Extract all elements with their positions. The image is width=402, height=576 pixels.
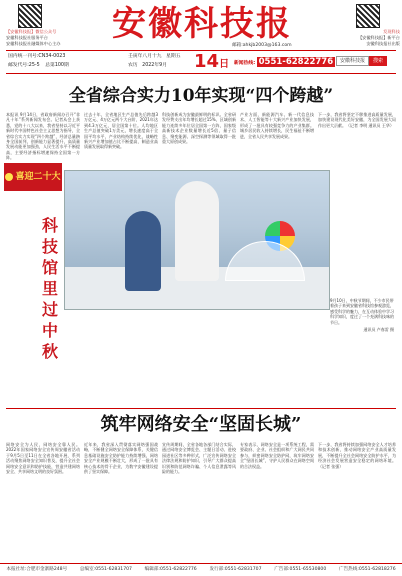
date-day-number: 14 <box>194 51 220 72</box>
postal-code-value: 邮发代号:25-5 <box>8 63 40 68</box>
qr-code-left <box>18 4 42 28</box>
photo-credit: 通讯员 卢春雷 摄 <box>363 327 394 333</box>
hotline-number: 0551-62822776 <box>258 57 334 67</box>
footer-editorial: 编辑部:0551-62822776 <box>144 567 197 572</box>
child-figure <box>125 211 161 291</box>
footer-office: 总编室:0551-62831707 <box>79 567 132 572</box>
sec2-text-2: 近年来，我省深入贯彻落实网络强国战略，不断健全网络安全保障体系，关键信息基础设施安全防护能力持续增强，网络安全产业规模不断壮大，形成了一批具有核心技术的骨干企业，为数字安徽建设提供了坚实保障。 <box>84 442 158 475</box>
info-bar <box>6 50 396 74</box>
masthead <box>0 0 402 48</box>
footer-ads: 广告部:0551-65530800 <box>274 567 327 572</box>
left-caption-1: 安徽科技报社服务平台 <box>6 35 48 40</box>
lead-column-1 <box>6 112 80 160</box>
issn: 国内统一刊号:CN34-0023 <box>8 54 66 59</box>
sec2-text-4: 专家表示，网络安全是一项系统工程，需要政府、企业、社会组织和广大网民共同参与，织密网络安全防护网，筑牢网络安全“坚固长城”，守护人民群众在网络空间的合法权益。 <box>240 442 314 469</box>
section2-headline: 筑牢网络安全“坚固长城” <box>100 414 302 435</box>
sec2-text-5: 下一步，我省将持续加强网络安全人才培养和技术创新，推动网络安全产业高质量发展，不断提升全社会网络安全防护水平，为经济社会发展营造安全稳定的网络环境。（记者 张强） <box>318 442 396 469</box>
section-divider <box>6 408 396 409</box>
glass-dome <box>225 241 305 281</box>
date-day-suffix: 日 <box>219 59 230 70</box>
lunar-date <box>128 54 181 60</box>
lead-column-3 <box>162 112 236 160</box>
lead-column-5 <box>318 112 396 160</box>
qr-code-right <box>356 4 380 28</box>
weekday: 星期五 <box>166 54 181 59</box>
vertical-title: 科技馆里过中秋 <box>41 216 58 361</box>
lead-text-4: 产业方面，新能源汽车、新一代信息技术、人工智能等十大新兴产业加快发展，形成了一批具有较强竞争力的产业集群。城乡居民收入持续增长，民生福祉不断增进，全省人民共享发展成果。 <box>240 112 314 139</box>
left-slogan-1: 【安徽科技报】微信公众号 <box>6 29 57 34</box>
issue-count: 总第100期 <box>45 63 69 68</box>
lead-text-2: 过去十年，全省地区生产总值先后跨越3万亿元、4万亿元两个大台阶，2021年达到4.3万亿元，居全国第十位。人均地区生产总值突破1万美元，增长速度高于全国平均水平，产业结构持续优化，战略性新兴产业增加值占比不断提高，制造业高质量发展取得新突破。 <box>84 112 158 150</box>
footer-distribution: 发行部:0551-62831707 <box>209 567 262 572</box>
date-day <box>194 51 229 76</box>
postal-code <box>8 63 69 69</box>
hotline-label: 新闻热线: <box>234 61 256 66</box>
sec2-column-4 <box>240 442 314 560</box>
footer <box>0 563 402 576</box>
adult-figure <box>175 181 219 281</box>
anniversary-banner <box>4 163 62 191</box>
party-emblem-icon <box>5 173 13 181</box>
footer-address: 本报社址:合肥市金寨路248号 <box>6 567 68 572</box>
search-input[interactable]: 安徽科技报 <box>336 56 369 66</box>
email-line: 邮箱:ahkjb2003@163.com <box>232 43 292 48</box>
right-caption: 安徽科技报社出版 <box>366 41 400 46</box>
lead-column-4 <box>240 112 314 160</box>
main-headline: 全省综合实力10年实现“四个跨越” <box>68 86 334 106</box>
masthead-title: 安徽科技报 <box>112 4 292 44</box>
sec2-column-5 <box>318 442 396 560</box>
date-line <box>128 63 167 69</box>
sec2-column-3 <box>162 442 236 560</box>
photo-caption <box>330 298 394 332</box>
search-box[interactable] <box>336 56 387 66</box>
lunar-date-text: 壬寅年八月十九 <box>128 54 162 59</box>
date-month: 2022年9月 <box>142 63 167 68</box>
lead-text-1: 本报讯 9月14日，省政府新闻办召开“非凡十年”系列新闻发布会。记者从会上获悉，党的十八大以来，我省坚持以习近平新时代中国特色社会主义思想为指导，全省综合实力实现“四个跨越”，经济总量跻身全国前列，创新能力显著提升，高质量发展动能更加强劲，人民生活水平不断提高，主要经济指标增速保持全国第一方阵。 <box>6 112 80 160</box>
photo-caption-text: 9月10日，中秋节期间，不少市民带着孩子来到安徽省科技馆参观游览，感受科学的魅力，在互动体验中学习科学知识，度过了一个充满科技味的节日。 <box>330 298 394 325</box>
hotline <box>234 56 335 68</box>
sec2-text-1: 网络安全为人民，网络安全靠人民。2022年国家网络安全宣传周安徽省活动于9月5日至11日在全省各地开展，系列活动聚焦网络安全知识普及，提升全社会网络安全意识和防护技能，营造共建网络安全、共享网络文明的良好氛围。 <box>6 442 80 475</box>
sec2-text-3: 宣传周期间，全省各地各部门结合实际，通过网络安全博览会、主题日活动、进校园进社区等多种形式，广泛宣传网络安全法律法规和防护知识，引导广大群众提高识别和防范网络诈骗、个人信息泄露等风险的能力。 <box>162 442 236 475</box>
sec2-column-2 <box>84 442 158 560</box>
right-slogan-2: 【安徽科技报】新平台 <box>358 35 400 40</box>
feature-photo <box>64 170 330 310</box>
lead-text-3: 科技创新成为安徽最鲜明的标识。全省研发经费支出年均增长超过15%，区域创新能力连续多年位居全国第一方阵，国家级高新技术企业数量增长近5倍，量子信息、聚变能源、深空探测等领域取得一批重大原创成果。 <box>162 112 236 145</box>
lunar-label: 农历 <box>128 63 138 68</box>
lead-text-5: 下一步，我省将坚定不移推进高质量发展，加快建设现代化美好安徽，为全国发展大局作出更大贡献。（记者 李明 通讯员 王华） <box>318 112 396 128</box>
left-caption-2: 安徽科技报社融媒体中心主办 <box>6 41 61 46</box>
banner-text: 喜迎二十大 <box>15 172 61 182</box>
right-slogan-1: 发现科技 <box>383 29 400 34</box>
lead-column-2 <box>84 112 158 160</box>
sec2-column-1 <box>6 442 80 560</box>
search-button[interactable]: 搜索 <box>369 56 387 66</box>
footer-print: 广告热线:0551-62818276 <box>338 567 396 572</box>
